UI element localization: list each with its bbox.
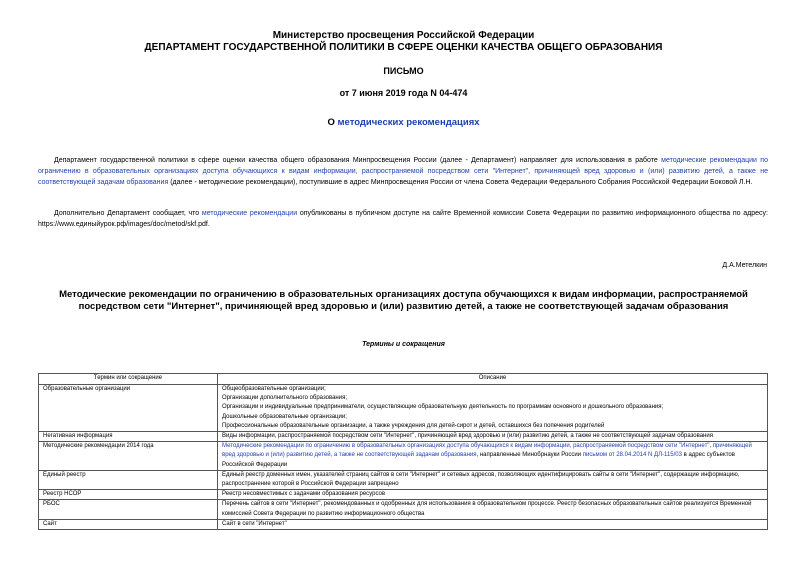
para1-text-start: Департамент государственной политики в сфере оценки качества общего образования Минпросвещения России (далее - Департамент) направляет для использования в работе (54, 157, 662, 164)
description-cell (218, 442, 768, 471)
column-header-description: Описание (218, 374, 768, 385)
subject-prefix: О (327, 117, 338, 128)
para2-text-start: Дополнительно Департамент сообщает, что (54, 210, 202, 217)
letter-2014-link[interactable]: письмом от 28.04.2014 N ДЛ-115/03 (582, 452, 682, 459)
body-paragraph-1 (38, 155, 768, 188)
term-cell: Сайт (39, 519, 218, 529)
term-cell: Единый реестр (39, 470, 218, 489)
description-text: , направленные Минобрнауки России (476, 452, 583, 459)
description-line: Организации дополнительного образования; (222, 395, 348, 402)
description-cell: Сайт в сети "Интернет" (218, 519, 768, 529)
recommendations-title: Методические рекомендации по ограничению в образовательных организациях доступа обучающихся к видам информации, распространяемой посредством сети "Интернет", причиняющей вред здоровью и (или) развитию детей, а также не соответствующей задачам образования (59, 289, 748, 312)
description-line: Дошкольные образовательные организации; (222, 413, 347, 420)
description-cell: Реестр несовместимых с задачами образования ресурсов (218, 490, 768, 500)
term-cell: Методические рекомендации 2014 года (39, 442, 218, 471)
table-row (39, 385, 768, 432)
table-row (39, 442, 768, 471)
document-date-number: от 7 июня 2019 года N 04-474 (339, 88, 468, 98)
subject-link[interactable]: методических рекомендациях (337, 117, 480, 128)
document-subject (0, 117, 807, 128)
para1-text-end: (далее - методические рекомендации), поступившие в адрес Минпросвещения России от члена Совета Федерации Федерального Собрания Российской Федерации Боковой Л.Н. (168, 179, 753, 186)
description-cell: Единый реестр доменных имен, указателей страниц сайтов в сети "Интернет" и сетевых адресов, позволяющих идентифицировать сайты в сети "Интернет", содержащие информацию, распространение которой в Российской Федерации запрещено (218, 470, 768, 489)
table-row (39, 500, 768, 519)
description-line: Общеобразовательные организации; (222, 386, 326, 392)
description-line: Профессиональные образовательные организации, а также учреждения для детей-сирот и детей, оставшихся без попечения родителей (222, 422, 605, 429)
term-cell: Образовательные организации (39, 385, 218, 432)
signature: Д.А.Метелкин (722, 262, 767, 269)
table-row (39, 470, 768, 489)
terms-section-title: Термины и сокращения (362, 341, 445, 348)
para2-text-end: опубликованы в публичном доступе на сайте Временной комиссии Совета Федерации по развитию информационного общества по адресу: https://www.единыйурок.рф/images/doc/metod/skf.pdf. (38, 210, 769, 228)
description-line: Организации и индивидуальные предприниматели, осуществляющие образовательную деятельность по программам основного и дошкольного образования; (222, 404, 664, 411)
term-cell: РБОС (39, 500, 218, 519)
description-cell (218, 385, 768, 432)
description-cell: Перечень сайтов в сети "Интернет", рекомендованных и одобренных для использования в образовательном процессе. Реестр безопасных образовательных сайтов реализуется Временной комиссией Совета Федерации по развитию информационного общества (218, 500, 768, 519)
para1-recommendations-link[interactable]: методические рекомендации по ограничению в образовательных организациях доступа обучающихся к видам информации, распространяемой посредством сети "Интернет", причиняющей вред здоровью и (или) развитию детей, а также не соответствующей задачам образования (38, 157, 768, 186)
document-type: ПИСЬМО (383, 66, 424, 76)
para2-recommendations-link[interactable]: методические рекомендации (201, 210, 298, 217)
term-cell: Реестр НСОР (39, 490, 218, 500)
ministry-name: Министерство просвещения Российской Федерации (272, 30, 535, 41)
table-row (39, 432, 768, 442)
column-header-term: Термин или сокращение (39, 374, 218, 385)
description-text: в адрес субъектов Российской Федерации (222, 452, 735, 468)
recommendations-2014-link[interactable]: Методические рекомендации по ограничению в образовательных организациях доступа обучающихся к видам информации, распространяемой посредством сети "Интернет", причиняющей вред здоровью и (или) развитию детей, а также не соответствующей задачам образования (222, 443, 752, 459)
table-row (39, 519, 768, 529)
body-paragraph-2 (38, 208, 768, 230)
table-row (39, 490, 768, 500)
terms-table (38, 373, 768, 530)
department-name: ДЕПАРТАМЕНТ ГОСУДАРСТВЕННОЙ ПОЛИТИКИ В СФЕРЕ ОЦЕНКИ КАЧЕСТВА ОБЩЕГО ОБРАЗОВАНИЯ (144, 42, 663, 53)
term-cell: Негативная информация (39, 432, 218, 442)
table-header-row (39, 374, 768, 385)
description-cell: Виды информации, распространяемой посредством сети "Интернет", причиняющей вред здоровью и (или) развитию детей, а также не соответствующей задачам образования (218, 432, 768, 442)
